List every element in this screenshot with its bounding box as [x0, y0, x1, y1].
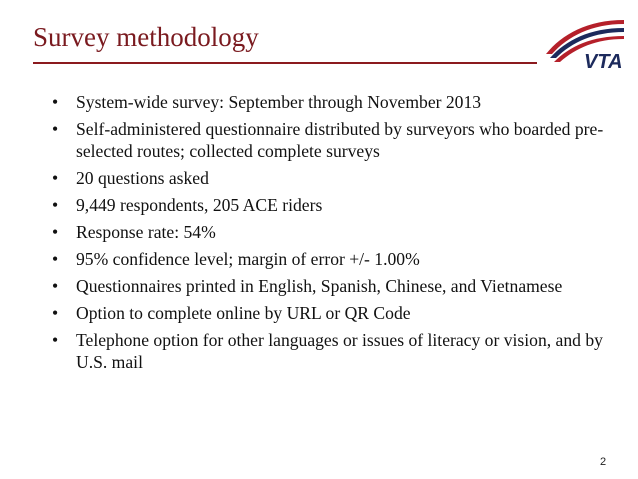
bullet-text: Option to complete online by URL or QR Code	[76, 303, 411, 323]
vta-logo	[540, 14, 626, 72]
bullet-text: Self-administered questionnaire distributed by surveyors who boarded pre-selected routes; collected complete surveys	[76, 119, 604, 161]
bullet-text: Questionnaires printed in English, Spanish, Chinese, and Vietnamese	[76, 276, 563, 296]
vta-logo-text: VTA	[584, 51, 623, 72]
title-divider	[33, 62, 537, 64]
list-item: • 9,449 respondents, 205 ACE riders	[52, 195, 323, 215]
bullet-list	[52, 91, 612, 378]
bullet-text: Telephone option for other languages or issues of literacy or vision, and by U.S. mail	[76, 330, 603, 372]
bullet-text: 20 questions asked	[76, 168, 209, 188]
list-item: • Questionnaires printed in English, Spanish, Chinese, and Vietnamese	[52, 276, 563, 296]
list-item: • Self-administered questionnaire distributed by surveyors who boarded pre-selected routes; collected complete surveys	[52, 119, 604, 161]
list-item: • 20 questions asked	[52, 168, 209, 188]
list-item: • System-wide survey: September through November 2013	[52, 92, 482, 112]
bullet-text: Response rate: 54%	[76, 222, 216, 242]
list-item: • Response rate: 54%	[52, 222, 216, 242]
bullet-text: System-wide survey: September through November 2013	[76, 92, 482, 112]
list-item: • 95% confidence level; margin of error +/- 1.00%	[52, 249, 420, 269]
list-item: • Telephone option for other languages or issues of literacy or vision, and by U.S. mail	[52, 330, 603, 372]
list-item: • Option to complete online by URL or QR Code	[52, 303, 411, 323]
bullet-text: 9,449 respondents, 205 ACE riders	[76, 195, 323, 215]
bullet-text: 95% confidence level; margin of error +/- 1.00%	[76, 249, 420, 269]
slide-title: Survey methodology	[33, 22, 259, 52]
page-number: 2	[600, 456, 607, 468]
